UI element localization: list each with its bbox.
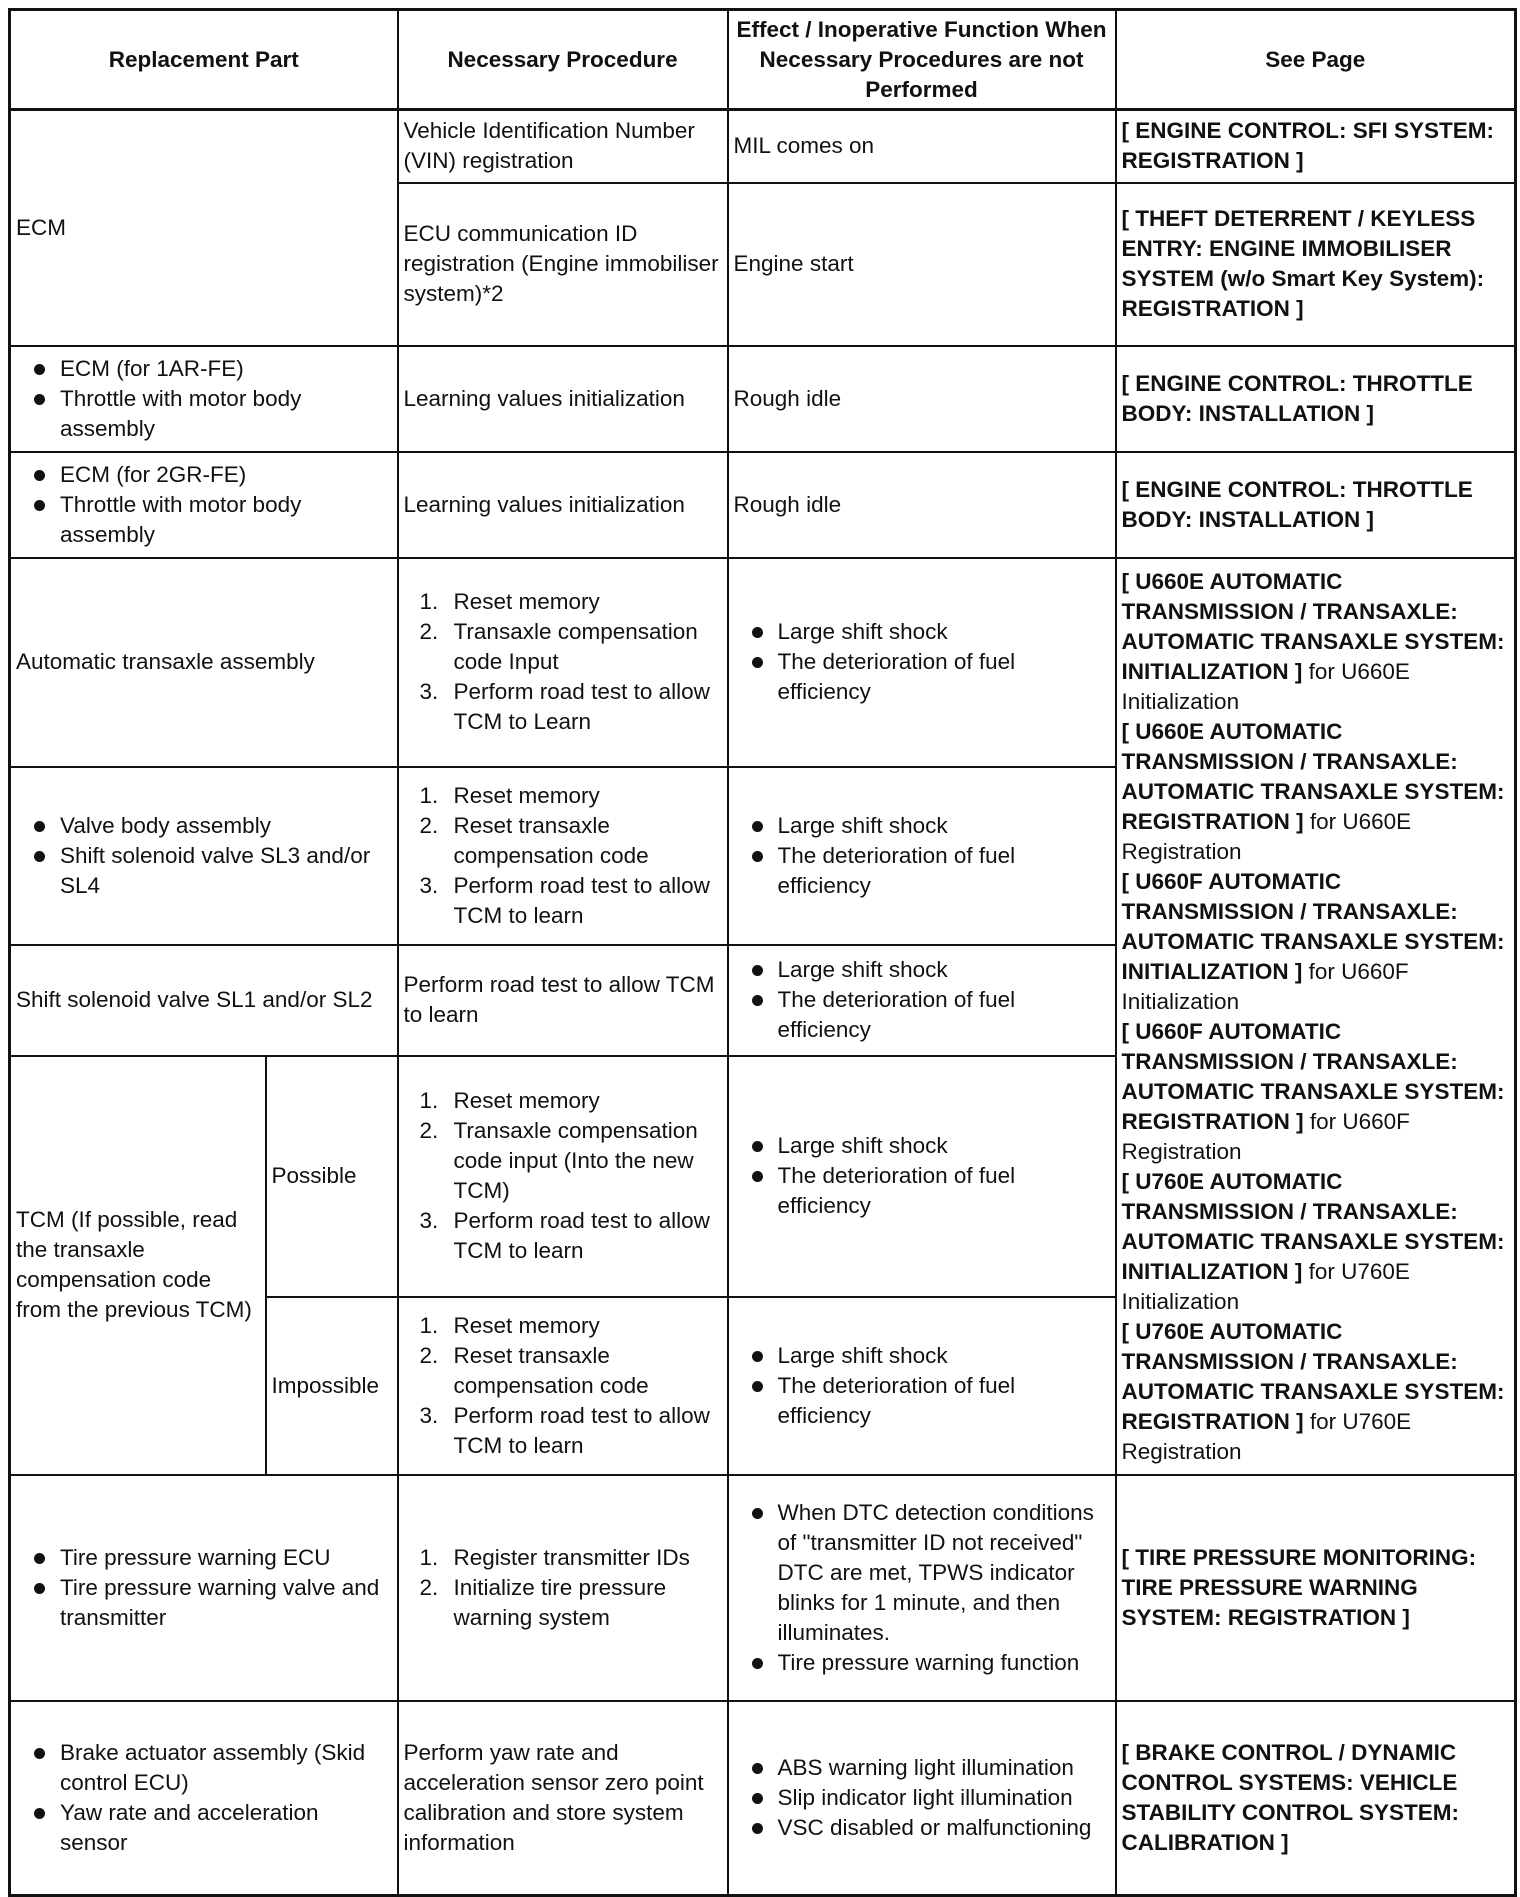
see-page-cell bbox=[1116, 558, 1516, 1475]
list-item: ABS warning light illumination bbox=[734, 1753, 1110, 1783]
part-cell bbox=[10, 767, 398, 945]
condition-cell: Possible bbox=[266, 1056, 398, 1297]
procedure-cell: Perform road test to allow TCM to learn bbox=[398, 945, 728, 1056]
part-cell bbox=[10, 1701, 398, 1896]
effect-cell bbox=[728, 767, 1116, 945]
table-row bbox=[10, 110, 1516, 183]
list-item: The deterioration of fuel efficiency bbox=[734, 841, 1110, 901]
list-item: 1. Register transmitter IDs bbox=[419, 1544, 690, 1570]
list-item: 1. Reset memory bbox=[419, 782, 600, 808]
table-row bbox=[10, 1475, 1516, 1701]
effect-cell bbox=[728, 1297, 1116, 1475]
list-item: Brake actuator assembly (Skid control ECU) bbox=[16, 1738, 392, 1798]
list-item: 1. Reset memory bbox=[419, 1312, 600, 1338]
list-item: 2. Reset transaxle compensation code bbox=[419, 812, 649, 868]
part-cell: Shift solenoid valve SL1 and/or SL2 bbox=[10, 945, 398, 1056]
see-page-link[interactable]: [ TIRE PRESSURE MONITORING: TIRE PRESSURE WARNING SYSTEM: REGISTRATION ] bbox=[1116, 1475, 1516, 1701]
see-page-entry[interactable]: [ U660F AUTOMATIC TRANSMISSION / TRANSAXLE: AUTOMATIC TRANSAXLE SYSTEM: REGISTRATION ] for U660F Registration bbox=[1121, 1018, 1505, 1164]
see-page-link[interactable]: [ ENGINE CONTROL: SFI SYSTEM: REGISTRATION ] bbox=[1116, 110, 1516, 183]
list-item: The deterioration of fuel efficiency bbox=[734, 1161, 1110, 1221]
procedure-cell: Perform yaw rate and acceleration sensor zero point calibration and store system information bbox=[398, 1701, 728, 1896]
procedure-cell: ECU communication ID registration (Engine immobiliser system)*2 bbox=[398, 183, 728, 346]
table-row bbox=[10, 558, 1516, 767]
see-page-link[interactable]: [ BRAKE CONTROL / DYNAMIC CONTROL SYSTEMS: VEHICLE STABILITY CONTROL SYSTEM: CALIBRATION ] bbox=[1116, 1701, 1516, 1896]
effect-cell bbox=[728, 1056, 1116, 1297]
see-page-entry[interactable]: [ U660E AUTOMATIC TRANSMISSION / TRANSAXLE: AUTOMATIC TRANSAXLE SYSTEM: INITIALIZATION ] for U660E Initialization bbox=[1121, 568, 1505, 714]
list-item: Yaw rate and acceleration sensor bbox=[16, 1798, 392, 1858]
procedure-cell bbox=[398, 558, 728, 767]
list-item: 2. Initialize tire pressure warning system bbox=[419, 1574, 667, 1630]
effect-cell bbox=[728, 1701, 1116, 1896]
list-item: Large shift shock bbox=[734, 811, 1110, 841]
list-item: Large shift shock bbox=[734, 1341, 1110, 1371]
procedure-cell bbox=[398, 767, 728, 945]
list-item: 1. Reset memory bbox=[419, 1088, 600, 1113]
list-item: Throttle with motor body assembly bbox=[16, 490, 392, 550]
table-row bbox=[10, 1701, 1516, 1896]
part-cell: Automatic transaxle assembly bbox=[10, 558, 398, 767]
list-item: Tire pressure warning valve and transmitter bbox=[16, 1573, 392, 1633]
list-item: The deterioration of fuel efficiency bbox=[734, 647, 1110, 707]
header-effect: Effect / Inoperative Function When Necessary Procedures are not Performed bbox=[728, 10, 1116, 110]
list-item: 1. Reset memory bbox=[419, 589, 600, 614]
procedure-cell: Learning values initialization bbox=[398, 346, 728, 452]
list-item: Tire pressure warning ECU bbox=[16, 1543, 392, 1573]
list-item: 3. Perform road test to allow TCM to learn bbox=[419, 872, 710, 928]
list-item: Slip indicator light illumination bbox=[734, 1783, 1110, 1813]
list-item: 3. Perform road test to allow TCM to learn bbox=[419, 1402, 710, 1458]
list-item: Tire pressure warning function bbox=[734, 1648, 1110, 1678]
part-cell bbox=[10, 346, 398, 452]
list-item: 3. Perform road test to allow TCM to Learn bbox=[419, 679, 710, 734]
see-page-link[interactable]: [ ENGINE CONTROL: THROTTLE BODY: INSTALLATION ] bbox=[1116, 346, 1516, 452]
header-necessary-procedure: Necessary Procedure bbox=[398, 10, 728, 110]
list-item: VSC disabled or malfunctioning bbox=[734, 1813, 1110, 1843]
list-item: The deterioration of fuel efficiency bbox=[734, 985, 1110, 1045]
see-page-entry[interactable]: [ U760E AUTOMATIC TRANSMISSION / TRANSAXLE: AUTOMATIC TRANSAXLE SYSTEM: REGISTRATION ] for U760E Registration bbox=[1121, 1318, 1505, 1464]
part-cell: TCM (If possible, read the transaxle compensation code from the previous TCM) bbox=[10, 1056, 266, 1475]
see-page-entry[interactable]: [ U760E AUTOMATIC TRANSMISSION / TRANSAXLE: AUTOMATIC TRANSAXLE SYSTEM: INITIALIZATION ] for U760E Initialization bbox=[1121, 1168, 1505, 1314]
part-cell bbox=[10, 1475, 398, 1701]
list-item: Large shift shock bbox=[734, 1131, 1110, 1161]
effect-cell: Engine start bbox=[728, 183, 1116, 346]
list-item: 2. Transaxle compensation code Input bbox=[419, 619, 698, 674]
procedure-cell bbox=[398, 1475, 728, 1701]
list-item: 2. Reset transaxle compensation code bbox=[419, 1342, 649, 1398]
see-page-entry[interactable]: [ U660E AUTOMATIC TRANSMISSION / TRANSAXLE: AUTOMATIC TRANSAXLE SYSTEM: REGISTRATION ] for U660E Registration bbox=[1121, 718, 1505, 864]
list-item: Throttle with motor body assembly bbox=[16, 384, 392, 444]
effect-cell bbox=[728, 1475, 1116, 1701]
list-item: When DTC detection conditions of "transmitter ID not received" DTC are met, TPWS indicator blinks for 1 minute, and then illuminates. bbox=[734, 1498, 1110, 1648]
list-item: ECM (for 1AR-FE) bbox=[16, 354, 392, 384]
list-item: The deterioration of fuel efficiency bbox=[734, 1371, 1110, 1431]
see-page-link[interactable]: [ ENGINE CONTROL: THROTTLE BODY: INSTALLATION ] bbox=[1116, 452, 1516, 558]
effect-cell bbox=[728, 945, 1116, 1056]
part-cell: ECM bbox=[10, 110, 398, 346]
list-item: Large shift shock bbox=[734, 617, 1110, 647]
list-item: Shift solenoid valve SL3 and/or SL4 bbox=[16, 841, 392, 901]
effect-cell: Rough idle bbox=[728, 452, 1116, 558]
table-row bbox=[10, 346, 1516, 452]
list-item: Valve body assembly bbox=[16, 811, 392, 841]
list-item: 2. Transaxle compensation code input (Into the new TCM) bbox=[419, 1118, 698, 1203]
see-page-entry[interactable]: [ U660F AUTOMATIC TRANSMISSION / TRANSAXLE: AUTOMATIC TRANSAXLE SYSTEM: INITIALIZATION ] for U660F Initialization bbox=[1121, 868, 1505, 1014]
see-page-link[interactable]: [ THEFT DETERRENT / KEYLESS ENTRY: ENGINE IMMOBILISER SYSTEM (w/o Smart Key System): REGISTRATION ] bbox=[1116, 183, 1516, 346]
list-item: 3. Perform road test to allow TCM to learn bbox=[419, 1208, 710, 1263]
header-see-page: See Page bbox=[1116, 10, 1516, 110]
list-item: Large shift shock bbox=[734, 955, 1110, 985]
header-replacement-part: Replacement Part bbox=[10, 10, 398, 110]
replacement-procedures-table bbox=[8, 8, 1517, 1897]
effect-cell: Rough idle bbox=[728, 346, 1116, 452]
condition-cell: Impossible bbox=[266, 1297, 398, 1475]
procedure-cell bbox=[398, 1297, 728, 1475]
part-cell bbox=[10, 452, 398, 558]
procedure-cell: Learning values initialization bbox=[398, 452, 728, 558]
effect-cell bbox=[728, 558, 1116, 767]
effect-cell: MIL comes on bbox=[728, 110, 1116, 183]
list-item: ECM (for 2GR-FE) bbox=[16, 460, 392, 490]
procedure-cell: Vehicle Identification Number (VIN) registration bbox=[398, 110, 728, 183]
procedure-cell bbox=[398, 1056, 728, 1297]
table-row bbox=[10, 452, 1516, 558]
